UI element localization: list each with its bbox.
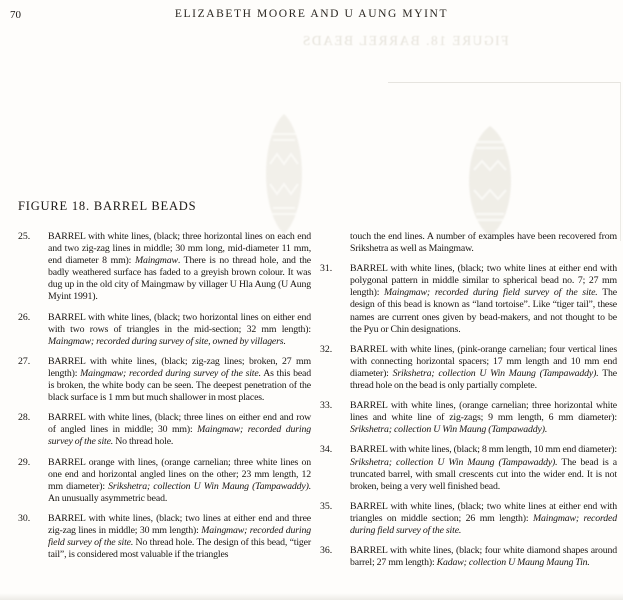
entry-text: BARREL with white lines, (black; 8 mm length, 10 mm end diameter): Srikshetra; collection U Win Maung (Tampawaddy). The bead is a truncated barrel, with small crescents cut into the wider end. It is not broken, being a very well finished bead. <box>350 444 618 492</box>
entry-text: BARREL with white lines, (black; four white diamond shapes around barrel; 27 mm length): Kadaw; collection U Maung Maung Tin. <box>350 545 617 569</box>
list-item <box>18 312 311 348</box>
list-item <box>320 400 617 436</box>
entry-number: 36. <box>320 545 333 557</box>
list-item <box>18 356 311 404</box>
entry-text: BARREL with white lines, (black; two horizontal lines on either end with two rows of triangles in the mid-section; 32 mm length): Maingmaw; recorded during survey of site, owned by villagers. <box>48 311 311 347</box>
running-header: ELIZABETH MOORE AND U AUNG MYINT <box>174 8 449 20</box>
figure-heading: FIGURE 18. BARREL BEADS <box>18 199 197 213</box>
entry-number: 32. <box>320 343 333 355</box>
show-through-bead-icon <box>467 124 513 243</box>
continuation-paragraph: touch the end lines. A number of examples have been recovered from Srikshetra as well as Maingmaw. <box>350 231 617 255</box>
list-item <box>18 231 311 304</box>
list-item <box>18 457 311 505</box>
entry-number: 30. <box>18 512 31 524</box>
list-item <box>18 412 311 448</box>
entry-number: 35. <box>320 500 333 512</box>
list-item <box>320 545 617 569</box>
entry-text: BARREL with white lines, (black; two white lines at either end with polygonal pattern in middle similar to spherical bead no. 7; 27 mm length): Maingmaw; recorded during field survey of the site. The design of this bead is known as “land tortoise”. Like “tiger tail”, these names are current ones given by bead-makers, and not thought to be the Pyu or Chin designations. <box>350 263 617 335</box>
entry-text: BARREL with white lines, (black; zig-zag lines; broken, 27 mm length): Maingmaw; recorded during survey of the site. As this bead is broken, the white body can be seen. The deepest penetration of the black surface is 1 mm but much shallower in most places. <box>48 355 312 404</box>
entry-number: 28. <box>18 412 31 424</box>
page-number: 70 <box>10 9 21 21</box>
list-item <box>320 344 617 392</box>
list-item <box>18 513 311 561</box>
entry-number: 31. <box>320 263 333 275</box>
entry-text: BARREL with white lines, (orange carnelian; three horizontal white lines and white line of zig-zags; 9 mm length, 6 mm diameter): Srikshetra; collection U Win Maung (Tampawaddy). <box>350 400 617 436</box>
show-through-bead-icon <box>264 112 304 241</box>
catalog-entries-right <box>320 263 617 569</box>
entry-number: 34. <box>320 444 333 456</box>
entry-number: 33. <box>320 400 333 412</box>
scan-edge-artifact <box>0 593 623 600</box>
catalog-column-left <box>18 231 311 569</box>
entry-text: BARREL with white lines, (black; three lines on either end and row of angled lines in middle; 30 mm): Maingmaw; recorded during survey of the site. No thread hole. <box>48 412 311 448</box>
list-item <box>320 501 617 537</box>
catalog-column-right <box>320 231 617 577</box>
entry-number: 25. <box>18 231 31 242</box>
entry-number: 29. <box>18 456 31 468</box>
entry-text: BARREL orange with lines, (orange carnelian; three white lines on one end and horizontal angled lines on the other; 23 mm length, 12 mm diameter): Srikshetra; collection U Win Maung (Tampawaddy). An unusually asymmetric bead. <box>48 456 311 504</box>
entry-text: BARREL with white lines, (pink-orange carnelian; four vertical lines with connecting horizontal spacers; 17 mm length and 10 mm end diameter): Srikshetra; collection U Win Maung (Tampawaddy). The thread hole on the bead is only partially complete. <box>350 343 617 392</box>
entry-text: BARREL with white lines, (black; two white lines at either end with triangles on middle section; 26 mm length): Maingmaw; recorded during field survey of the site. <box>350 500 617 536</box>
entry-text: BARREL with white lines, (black; two lines at either end and three zig-zag lines in middle; 30 mm length): Maingmaw; recorded during field survey of the site. No thread hole. The design of this bead, “tiger tail”, is considered most valuable if the triangles <box>48 512 311 561</box>
list-item <box>320 263 617 336</box>
entry-number: 27. <box>18 355 31 367</box>
show-through-heading-text: FIGURE 18. BARREL BEADS <box>301 33 509 48</box>
entry-text: BARREL with white lines, (black; three horizontal lines on each end and two zig-zag lines in middle; 30 mm long, mid-diameter 11 mm, end diameter 8 mm): Maingmaw. There is no thread hole, and the badly weathered surface has faded to a greyish brown colour. It was dug up in the old city of Maingmaw by villager U Hla Aung (U Aung Myint 1991). <box>48 231 312 303</box>
list-item <box>320 444 617 492</box>
entry-number: 26. <box>18 311 31 323</box>
